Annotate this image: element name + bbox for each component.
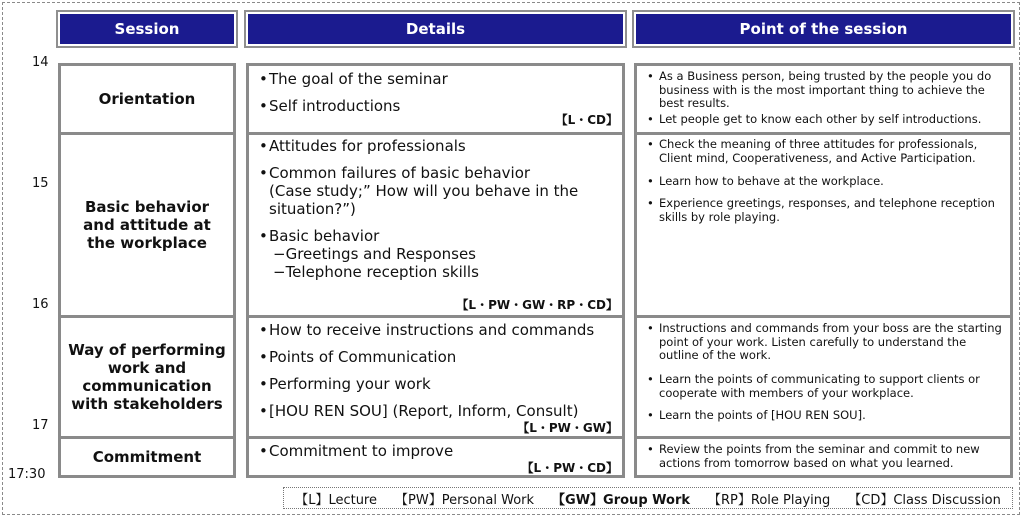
list-item: •How to receive instructions and commands: [259, 321, 595, 339]
time-label: 14: [32, 55, 49, 70]
details-column: [246, 63, 625, 478]
time-label: 17: [32, 418, 49, 433]
list-item: •Commitment to improve: [259, 442, 454, 460]
method-tag: 【L・PW・GW】: [517, 421, 618, 435]
list-item: •Common failures of basic behavior: [259, 164, 531, 182]
method-tag: 【L・CD】: [555, 113, 618, 127]
list-item: • Learn the points of communicating to support clients or cooperate with members of your workplace.: [647, 373, 1002, 400]
legend-item-class-discussion: 【CD】Class Discussion: [848, 492, 1001, 508]
point-column: [634, 63, 1013, 478]
details-row-orientation: [249, 66, 622, 132]
session-column: [58, 63, 236, 478]
header-details: Details: [246, 12, 625, 46]
method-tag: 【L・PW・GW・RP・CD】: [456, 298, 618, 312]
point-row-orientation: [637, 66, 1010, 132]
header-session: Session: [58, 12, 236, 46]
list-item: •[HOU REN SOU] (Report, Inform, Consult): [259, 402, 579, 420]
list-item: •Points of Communication: [259, 348, 457, 366]
list-item: •The goal of the seminar: [259, 70, 448, 88]
list-item: •Attitudes for professionals: [259, 137, 466, 155]
list-item-continuation: (Case study;” How will you behave in the: [269, 182, 579, 200]
legend-item-role-playing: 【RP】Role Playing: [708, 492, 831, 508]
point-row-commitment: [637, 436, 1010, 475]
sub-item: −Greetings and Responses: [273, 245, 476, 263]
time-label: 16: [32, 297, 49, 312]
time-label: 15: [32, 176, 49, 191]
session-orientation: Orientation: [98, 90, 196, 108]
session-commitment: Commitment: [61, 436, 233, 475]
header-point: Point of the session: [634, 12, 1013, 46]
sub-item: −Telephone reception skills: [273, 263, 479, 281]
details-row-way-of-working: [249, 315, 622, 436]
list-item: • Learn the points of [HOU REN SOU].: [647, 409, 1002, 423]
details-row-basic-behavior: [249, 132, 622, 315]
legend-item-group-work: 【GW】Group Work: [552, 492, 691, 508]
time-label: 17:30: [8, 467, 46, 482]
list-item: • Experience greetings, responses, and telephone reception skills by role playing.: [647, 197, 1002, 224]
point-row-way-of-working: [637, 315, 1010, 436]
list-item: •Basic behavior: [259, 227, 380, 245]
list-item: • As a Business person, being trusted by the people you do business with is the most important thing to achieve the best results.: [647, 70, 1002, 111]
point-row-basic-behavior: [637, 132, 1010, 315]
list-item: • Learn how to behave at the workplace.: [647, 175, 1002, 189]
list-item: • Instructions and commands from your boss are the starting point of your work. Listen carefully to understand the outline of the work.: [647, 322, 1002, 363]
list-item: • Check the meaning of three attitudes for professionals, Client mind, Cooperativeness, and Active Participation.: [647, 138, 1002, 165]
session-basic-behavior: Basic behavior and attitude at the workplace: [61, 132, 233, 315]
legend-item-lecture: 【L】Lecture: [295, 492, 377, 508]
legend-item-personal-work: 【PW】Personal Work: [395, 492, 535, 508]
session-way-of-working: Way of performing work and communication with stakeholders: [61, 315, 233, 436]
list-item: • Review the points from the seminar and commit to new actions from tomorrow based on what you learned.: [647, 443, 1002, 470]
list-item-continuation: situation?”): [269, 200, 356, 218]
details-row-commitment: [249, 436, 622, 475]
legend: [283, 487, 1013, 509]
list-item: •Self introductions: [259, 97, 401, 115]
method-tag: 【L・PW・CD】: [521, 461, 618, 475]
list-item: •Performing your work: [259, 375, 431, 393]
list-item: • Let people get to know each other by self introductions.: [647, 113, 1002, 127]
